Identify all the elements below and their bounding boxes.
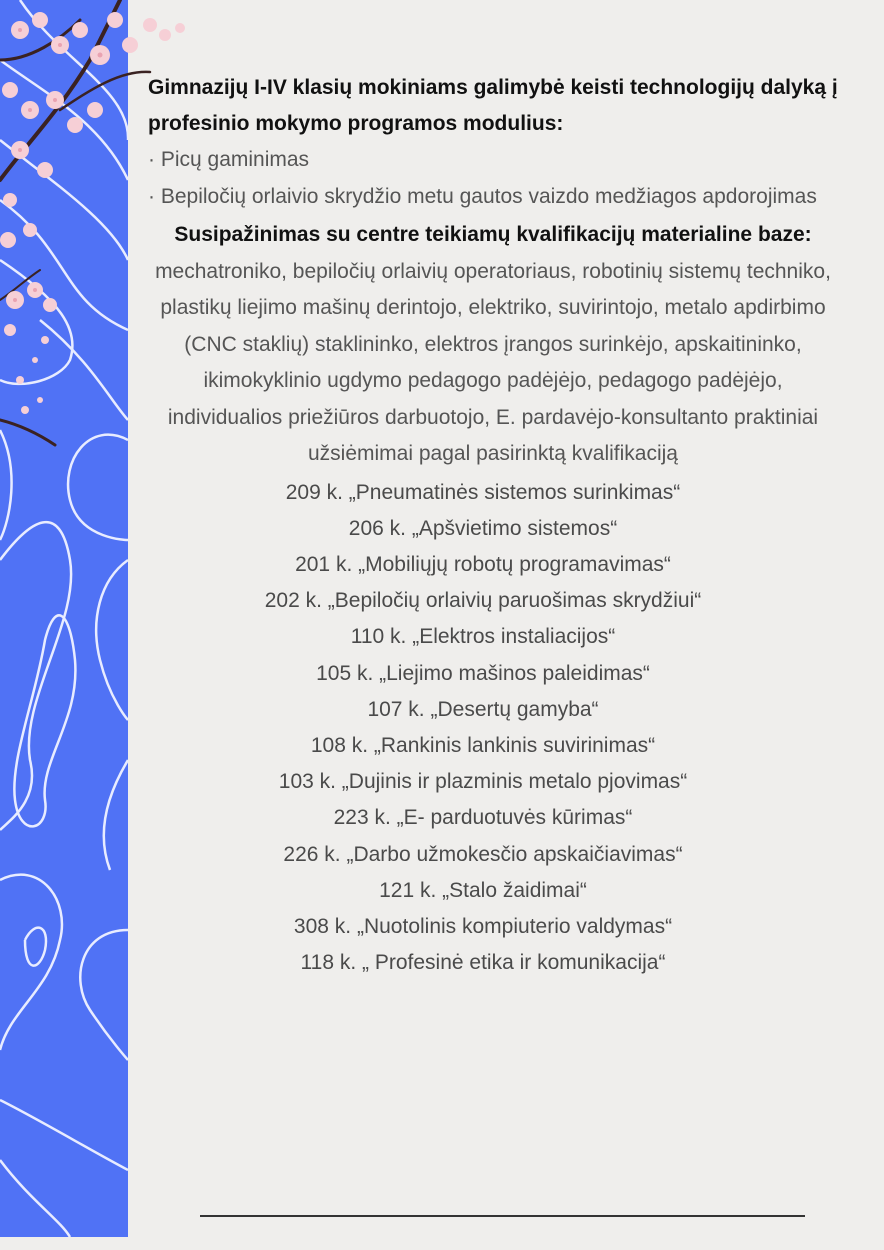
room-item: 108 k. „Rankinis lankinis suvirinimas“ bbox=[310, 733, 656, 757]
intro-bullet: · Picų gaminimas bbox=[148, 148, 310, 171]
room-item: 118 k. „ Profesinė etika ir komunikacija“ bbox=[300, 951, 666, 975]
room-item: 121 k. „Stalo žaidimai“ bbox=[379, 878, 587, 902]
room-item: 209 k. „Pneumatinės sistemos surinkimas“ bbox=[285, 480, 681, 504]
room-item: 206 k. „Apšvietimo sistemos“ bbox=[348, 516, 618, 540]
section-title: Susipažinimas su centre teikiamų kvalifikacijų materialine baze: bbox=[174, 223, 812, 246]
room-item: 103 k. „Dujinis ir plazminis metalo pjovimas“ bbox=[278, 770, 688, 794]
room-item: 223 k. „E- parduotuvės kūrimas“ bbox=[333, 806, 633, 830]
main-content bbox=[148, 70, 838, 981]
room-item: 105 k. „Liejimo mašinos paleidimas“ bbox=[316, 661, 650, 685]
room-item: 201 k. „Mobiliųjų robotų programavimas“ bbox=[295, 552, 671, 576]
intro-bullet: · Bepiločių orlaivio skrydžio metu gautos vaizdo medžiagos apdorojimas bbox=[148, 184, 817, 208]
qualification-section bbox=[148, 217, 838, 473]
intro-title: Gimnazijų I-IV klasių mokiniams galimybė keisti technologijų dalyką į profesinio mokymo programos modulius: bbox=[148, 76, 838, 135]
contour-lines-pattern bbox=[0, 0, 128, 1237]
room-item: 226 k. „Darbo užmokesčio apskaičiavimas“ bbox=[283, 842, 683, 866]
room-item: 308 k. „Nuotolinis kompiuterio valdymas“ bbox=[293, 914, 673, 938]
footer-divider bbox=[200, 1215, 805, 1217]
room-item: 107 k. „Desertų gamyba“ bbox=[367, 697, 599, 721]
room-item: 202 k. „Bepiločių orlaivių paruošimas skrydžiui“ bbox=[264, 589, 702, 613]
room-item: 110 k. „Elektros instaliacijos“ bbox=[350, 625, 616, 649]
section-body: mechatroniko, bepiločių orlaivių operatoriaus, robotinių sistemų techniko, plastikų liejimo mašinų derintojo, elektriko, suvirintojo, metalo apdirbimo (CNC staklių) staklininko, elektros įrangos surinkėjo, apskaitininko, ikimokyklinio ugdymo pedagogo padėjėjo, pedagogo padėjėjo, individualios priežiūros darbuotojo, E. pardavėjo-konsultanto praktiniai užsiėmimai pagal pasirinktą kvalifikaciją bbox=[155, 259, 831, 465]
room-list bbox=[138, 475, 828, 982]
decorative-side-strip bbox=[0, 0, 128, 1237]
